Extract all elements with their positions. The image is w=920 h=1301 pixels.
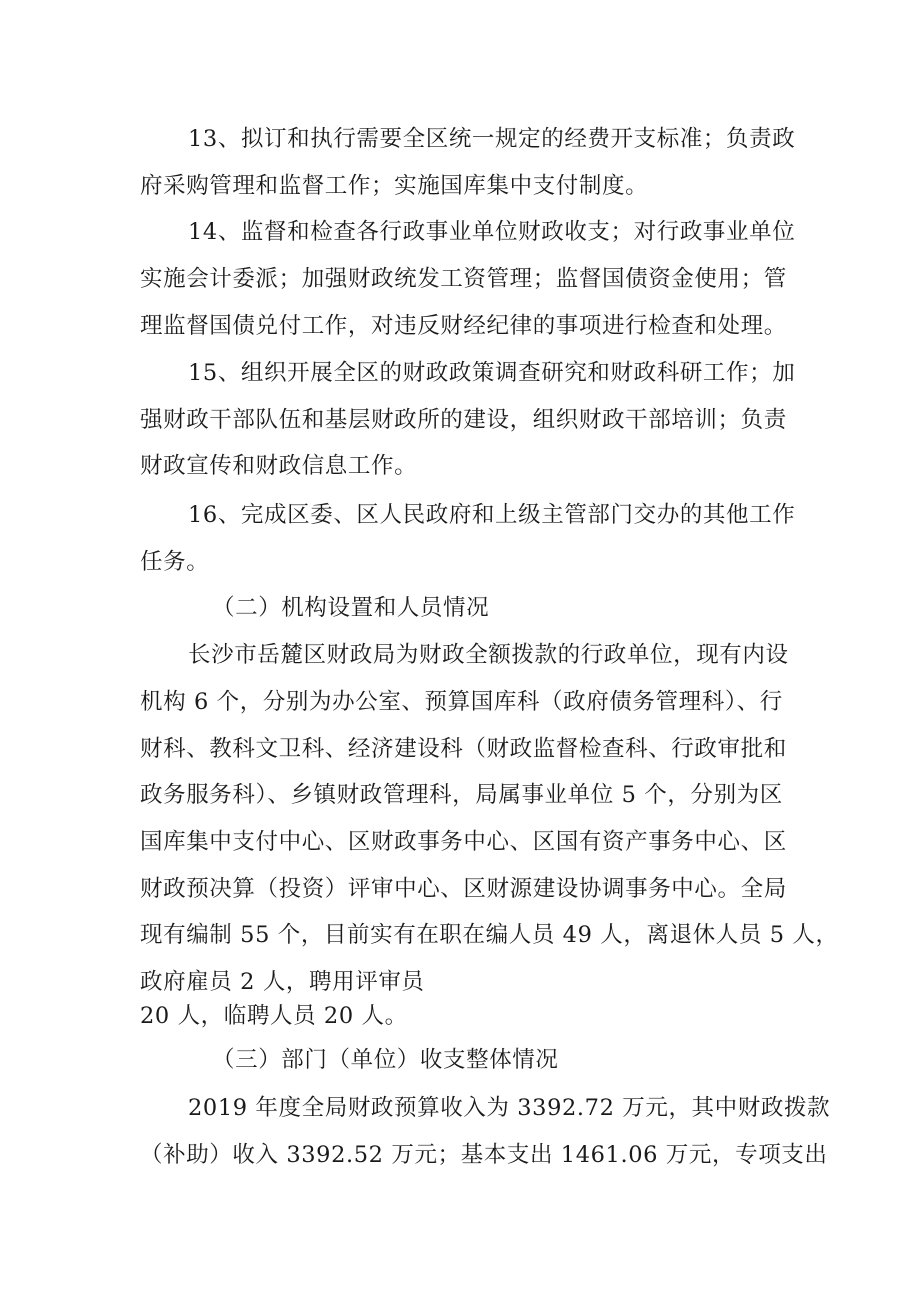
- section-heading-2: （二）机构设置和人员情况: [212, 595, 490, 621]
- org-paragraph-line-3: 财科、教科文卫科、经济建设科（财政监督检查科、行政审批和: [140, 736, 787, 762]
- paragraph-14-line-1: 14、监督和检查各行政事业单位财政收支；对行政事业单位: [188, 219, 796, 245]
- paragraph-14-line-2: 实施会计委派；加强财政统发工资管理；监督国债资金使用；管: [140, 266, 787, 292]
- paragraph-16-line-2: 任务。: [140, 549, 210, 575]
- section-heading-3: （三）部门（单位）收支整体情况: [212, 1047, 559, 1073]
- paragraph-15-line-1: 15、组织开展全区的财政政策调查研究和财政科研工作；加: [188, 360, 796, 386]
- paragraph-13-line-1: 13、拟订和执行需要全区统一规定的经费开支标准；负责政: [188, 126, 796, 152]
- org-paragraph-line-9: 20 人，临聘人员 20 人。: [140, 1003, 408, 1029]
- paragraph-16-line-1: 16、完成区委、区人民政府和上级主管部门交办的其他工作: [188, 502, 796, 528]
- paragraph-15-line-2: 强财政干部队伍和基层财政所的建设，组织财政干部培训；负责: [140, 407, 787, 433]
- org-paragraph-line-4: 政务服务科）、乡镇财政管理科，局属事业单位 5 个，分别为区: [140, 782, 783, 808]
- org-paragraph-line-7: 现有编制 55 个，目前实有在职在编人员 49 人，离退休人员 5 人，: [140, 922, 839, 948]
- paragraph-13-line-2: 府采购管理和监督工作；实施国库集中支付制度。: [140, 173, 649, 199]
- org-paragraph-line-8: 政府雇员 2 人，聘用评审员: [140, 969, 425, 995]
- budget-paragraph-line-2: （补助）收入 3392.52 万元；基本支出 1461.06 万元，专项支出: [140, 1142, 828, 1168]
- paragraph-15-line-3: 财政宣传和财政信息工作。: [140, 453, 418, 479]
- org-paragraph-line-6: 财政预决算（投资）评审中心、区财源建设协调事务中心。全局: [140, 876, 787, 902]
- org-paragraph-line-1: 长沙市岳麓区财政局为财政全额拨款的行政单位，现有内设: [188, 642, 789, 668]
- budget-paragraph-line-1: 2019 年度全局财政预算收入为 3392.72 万元，其中财政拨款: [188, 1095, 831, 1121]
- paragraph-14-line-3: 理监督国债兑付工作，对违反财经纪律的事项进行检查和处理。: [140, 313, 787, 339]
- org-paragraph-line-2: 机构 6 个，分别为办公室、预算国库科（政府债务管理科）、行: [140, 689, 783, 715]
- org-paragraph-line-5: 国库集中支付中心、区财政事务中心、区国有资产事务中心、区: [140, 829, 787, 855]
